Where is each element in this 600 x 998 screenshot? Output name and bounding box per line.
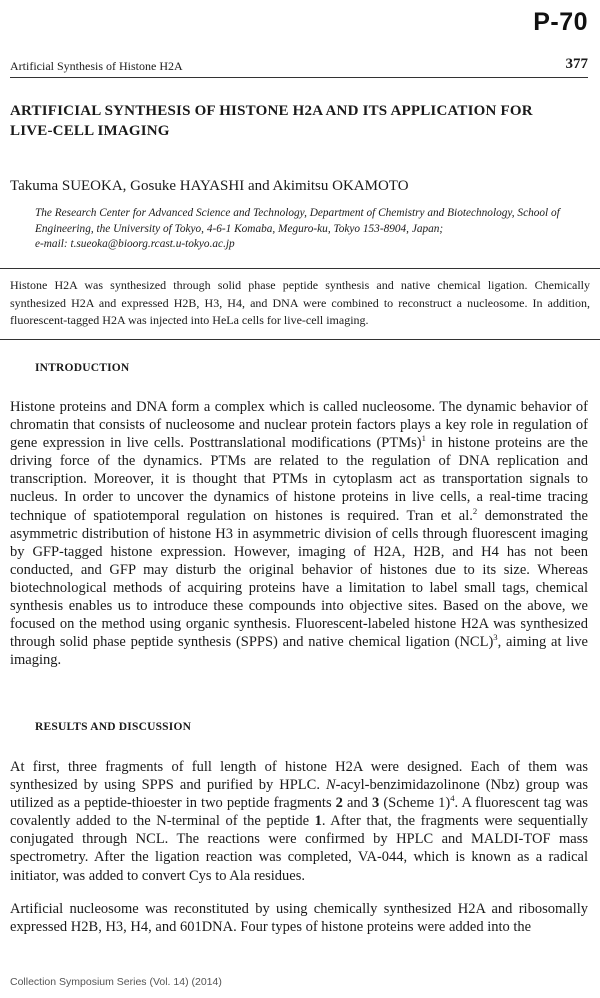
- results-text-1: At first, three fragments of full length of histone H2A were designed. Each of them was synthesized by using SPPS and purified by HPLC.: [10, 759, 588, 794]
- results-paragraph-1: [10, 758, 588, 885]
- footer-series: Collection Symposium Series (Vol. 14) (2014): [10, 976, 222, 988]
- section-heading-results: RESULTS AND DISCUSSION: [35, 721, 192, 733]
- article-title: ARTIFICIAL SYNTHESIS OF HISTONE H2A AND ITS APPLICATION FOR LIVE-CELL IMAGING: [10, 103, 533, 139]
- citation-1[interactable]: 1: [421, 433, 426, 444]
- intro-text-3: demonstrated the asymmetric distribution of histone H3 in asymmetric division of cells through fluorescent imaging by GFP-tagged histone expression. However, imaging of H2A, H2B, and H4 has not been conducted, and GFP may disturb the original behavior of histones due to its size. Whereas biotechnological methods of acquiring proteins have a limitation to label small tags, chemical synthesis enables us to introduce these compounds into objective sites. Based on the above, we focused on the method using organic synthesis. Fluorescent-labeled histone H2A was synthesized through solid phase peptide synthesis (SPPS) and native chemical ligation (NCL): [10, 507, 588, 651]
- running-head: [10, 57, 588, 78]
- results-text-4: . A fluorescent tag was covalently added to the N-terminal of the peptide: [10, 795, 588, 830]
- introduction-paragraph: [10, 398, 588, 669]
- running-head-title: Artificial Synthesis of Histone H2A: [10, 59, 183, 73]
- results-text-3: (Scheme 1): [379, 795, 451, 812]
- page-number: 377: [565, 56, 588, 72]
- citation-4[interactable]: 4: [450, 793, 455, 804]
- citation-3[interactable]: 3: [493, 632, 498, 643]
- poster-id: P-70: [533, 8, 588, 36]
- results-paragraph-2: Artificial nucleosome was reconstituted by using chemically synthesized H2A and ribosomally expressed H2B, H3, H4, and 601DNA. Four types of histone proteins were added into the: [10, 901, 588, 936]
- affiliation: [35, 206, 585, 253]
- results-text-5: . After that, the fragments were sequentially conjugated through NCL. The reactions were confirmed by HPLC and MALDI-TOF mass spectrometry. After the ligation reaction was completed, VA-044, which is known as a radical initiator, was added to convert Cys to Ala residues.: [10, 813, 589, 884]
- fragment-3-label: 3: [372, 795, 380, 812]
- abstract: Histone H2A was synthesized through solid phase peptide synthesis and native chemical ligation. Chemically synthesized H2A and expressed H2B, H3, H4, and DNA were combined to reconstruct a nucleosome. In addition, fluorescent-tagged H2A was injected into HeLa cells for live-cell imaging.: [0, 268, 600, 340]
- intro-text-2: in histone proteins are the driving force of the dynamics. PTMs are related to the regulation of DNA replication and transcription. Moreover, it is thought that PTMs in cytoplasm act as transportation signals to nucleus. In order to uncover the dynamics of histone proteins in live cells, a real-time tracing technique of spatiotemporal regulation on histones is required. Tran et al.: [10, 435, 588, 524]
- author-email[interactable]: e-mail: t.sueoka@bioorg.rcast.u-tokyo.ac.jp: [35, 238, 235, 250]
- intro-text-1: Histone proteins and DNA form a complex which is called nucleosome. The dynamic behavior of chromatin that consists of nucleosome and nuclear protein factors plays a key role in regulation of gene expression in live cells. Posttranslational modifications (PTMs): [10, 399, 588, 452]
- citation-2[interactable]: 2: [472, 505, 478, 516]
- results-text-2: -acyl-benzimidazolinone (Nbz) group was utilized as a peptide-thioester in two peptide fragments: [10, 777, 589, 812]
- author-list: Takuma SUEOKA, Gosuke HAYASHI and Akimitsu OKAMOTO: [10, 178, 409, 194]
- affiliation-address: The Research Center for Advanced Science and Technology, Department of Chemistry and Biotechnology, School of Engineering, the University of Tokyo, 4-6-1 Komaba, Meguro-ku, Tokyo 153-8904, Japan;: [35, 207, 560, 235]
- fragment-2-label: 2: [335, 795, 343, 812]
- results-italic-n: N: [325, 777, 336, 794]
- intro-text-4: , aiming at live imaging.: [10, 634, 588, 669]
- results-text-and: and: [342, 795, 372, 812]
- section-heading-introduction: INTRODUCTION: [35, 362, 130, 374]
- fragment-1-label: 1: [314, 813, 322, 830]
